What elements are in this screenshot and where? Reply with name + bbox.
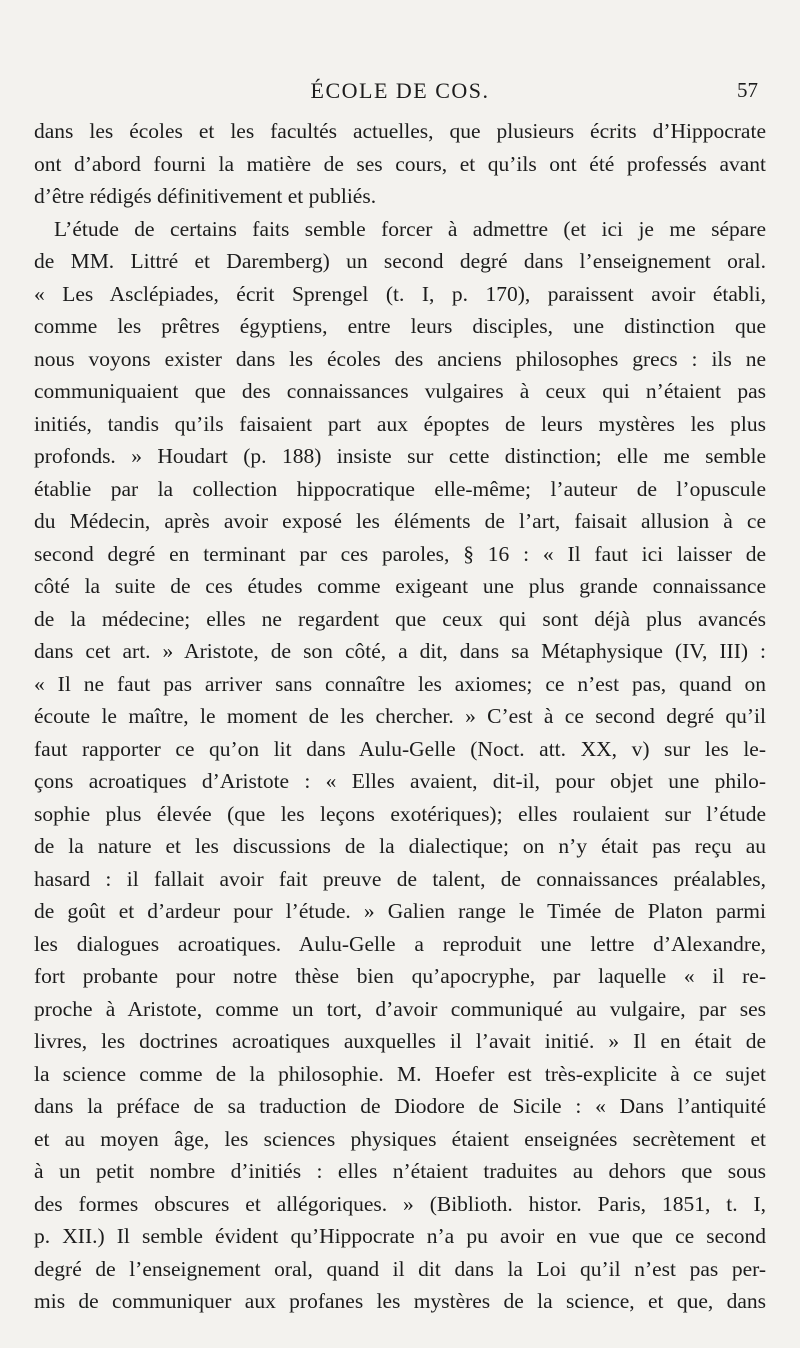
text-line: de goût et d’ardeur pour l’étude. » Galien range le Timée de Platon parmi xyxy=(34,899,766,923)
text-line: hasard : il fallait avoir fait preuve de talent, de connaissances préalables, xyxy=(34,866,766,891)
text-line: d’être rédigés définitivement et publiés. xyxy=(34,184,377,208)
text-line: initiés, tandis qu’ils faisaient part aux époptes de leurs mystères les plus xyxy=(34,411,766,436)
text-line: profonds. » Houdart (p. 188) insiste sur cette distinction; elle me semble xyxy=(34,444,766,468)
text-line: second degré en terminant par ces paroles, § 16 : « Il faut ici laisser de xyxy=(34,541,766,566)
page-number: 57 xyxy=(737,78,758,102)
text-line: côté la suite de ces études comme exigeant une plus grande connaissance xyxy=(34,574,766,598)
text-line: faut rapporter ce qu’on lit dans Aulu-Gelle (Noct. att. XX, v) sur les le- xyxy=(34,736,766,761)
text-line: du Médecin, après avoir exposé les éléments de l’art, faisait allusion à ce xyxy=(34,509,766,533)
text-line: la science comme de la philosophie. M. Hoefer est très-explicite à ce sujet xyxy=(34,1061,766,1086)
text-line: proche à Aristote, comme un tort, d’avoir communiqué au vulgaire, par ses xyxy=(34,996,766,1021)
text-line: livres, les doctrines acroatiques auxquelles il l’avait initié. » Il en était de xyxy=(34,1029,766,1053)
text-line: nous voyons exister dans les écoles des anciens philosophes grecs : ils ne xyxy=(34,346,766,371)
text-line: à un petit nombre d’initiés : elles n’étaient traduites au dehors que sous xyxy=(34,1159,766,1183)
running-head xyxy=(34,74,766,108)
text-line: mis de communiquer aux profanes les mystères de la science, et que, dans xyxy=(34,1289,766,1313)
text-line: écoute le maître, le moment de les chercher. » C’est à ce second degré qu’il xyxy=(34,704,766,728)
text-line: dans les écoles et les facultés actuelles, que plusieurs écrits d’Hippocrate xyxy=(34,119,766,143)
text-line: « Les Asclépiades, écrit Sprengel (t. I, p. 170), paraissent avoir établi, xyxy=(34,281,766,306)
text-line: établie par la collection hippocratique elle-même; l’auteur de l’opuscule xyxy=(34,476,766,501)
body-text xyxy=(34,115,766,1318)
text-line: L’étude de certains faits semble forcer à admettre (et ici je me sépare xyxy=(54,216,766,241)
text-line: de la médecine; elles ne regardent que ceux qui sont déjà plus avancés xyxy=(34,606,766,631)
text-line: sophie plus élevée (que les leçons exotériques); elles roulaient sur l’étude xyxy=(34,801,766,826)
text-line: de MM. Littré et Daremberg) un second degré dans l’enseignement oral. xyxy=(34,249,766,273)
text-line: degré de l’enseignement oral, quand il dit dans la Loi qu’il n’est pas per- xyxy=(34,1256,766,1281)
text-line: des formes obscures et allégoriques. » (Biblioth. histor. Paris, 1851, t. I, xyxy=(34,1191,766,1216)
text-line: fort probante pour notre thèse bien qu’apocryphe, par laquelle « il re- xyxy=(34,964,766,988)
text-line: ont d’abord fourni la matière de ses cours, et qu’ils ont été professés avant xyxy=(34,151,766,176)
text-line: dans cet art. » Aristote, de son côté, a dit, dans sa Métaphysique (IV, III) : xyxy=(34,639,766,663)
text-line: p. XII.) Il semble évident qu’Hippocrate n’a pu avoir en vue que ce second xyxy=(34,1224,766,1248)
text-line: çons acroatiques d’Aristote : « Elles avaient, dit-il, pour objet une philo- xyxy=(34,769,766,793)
page-title: ÉCOLE DE COS. xyxy=(310,78,490,103)
text-line: de la nature et les discussions de la dialectique; on n’y était pas reçu au xyxy=(34,834,766,858)
text-line: dans la préface de sa traduction de Diodore de Sicile : « Dans l’antiquité xyxy=(34,1094,766,1118)
text-line: comme les prêtres égyptiens, entre leurs disciples, une distinction que xyxy=(34,314,766,338)
text-line: « Il ne faut pas arriver sans connaître les axiomes; ce n’est pas, quand on xyxy=(34,671,766,696)
text-line: communiquaient que des connaissances vulgaires à ceux qui n’étaient pas xyxy=(34,379,766,403)
text-line: et au moyen âge, les sciences physiques étaient enseignées secrètement et xyxy=(34,1126,766,1151)
text-line: les dialogues acroatiques. Aulu-Gelle a reproduit une lettre d’Alexandre, xyxy=(34,931,766,956)
